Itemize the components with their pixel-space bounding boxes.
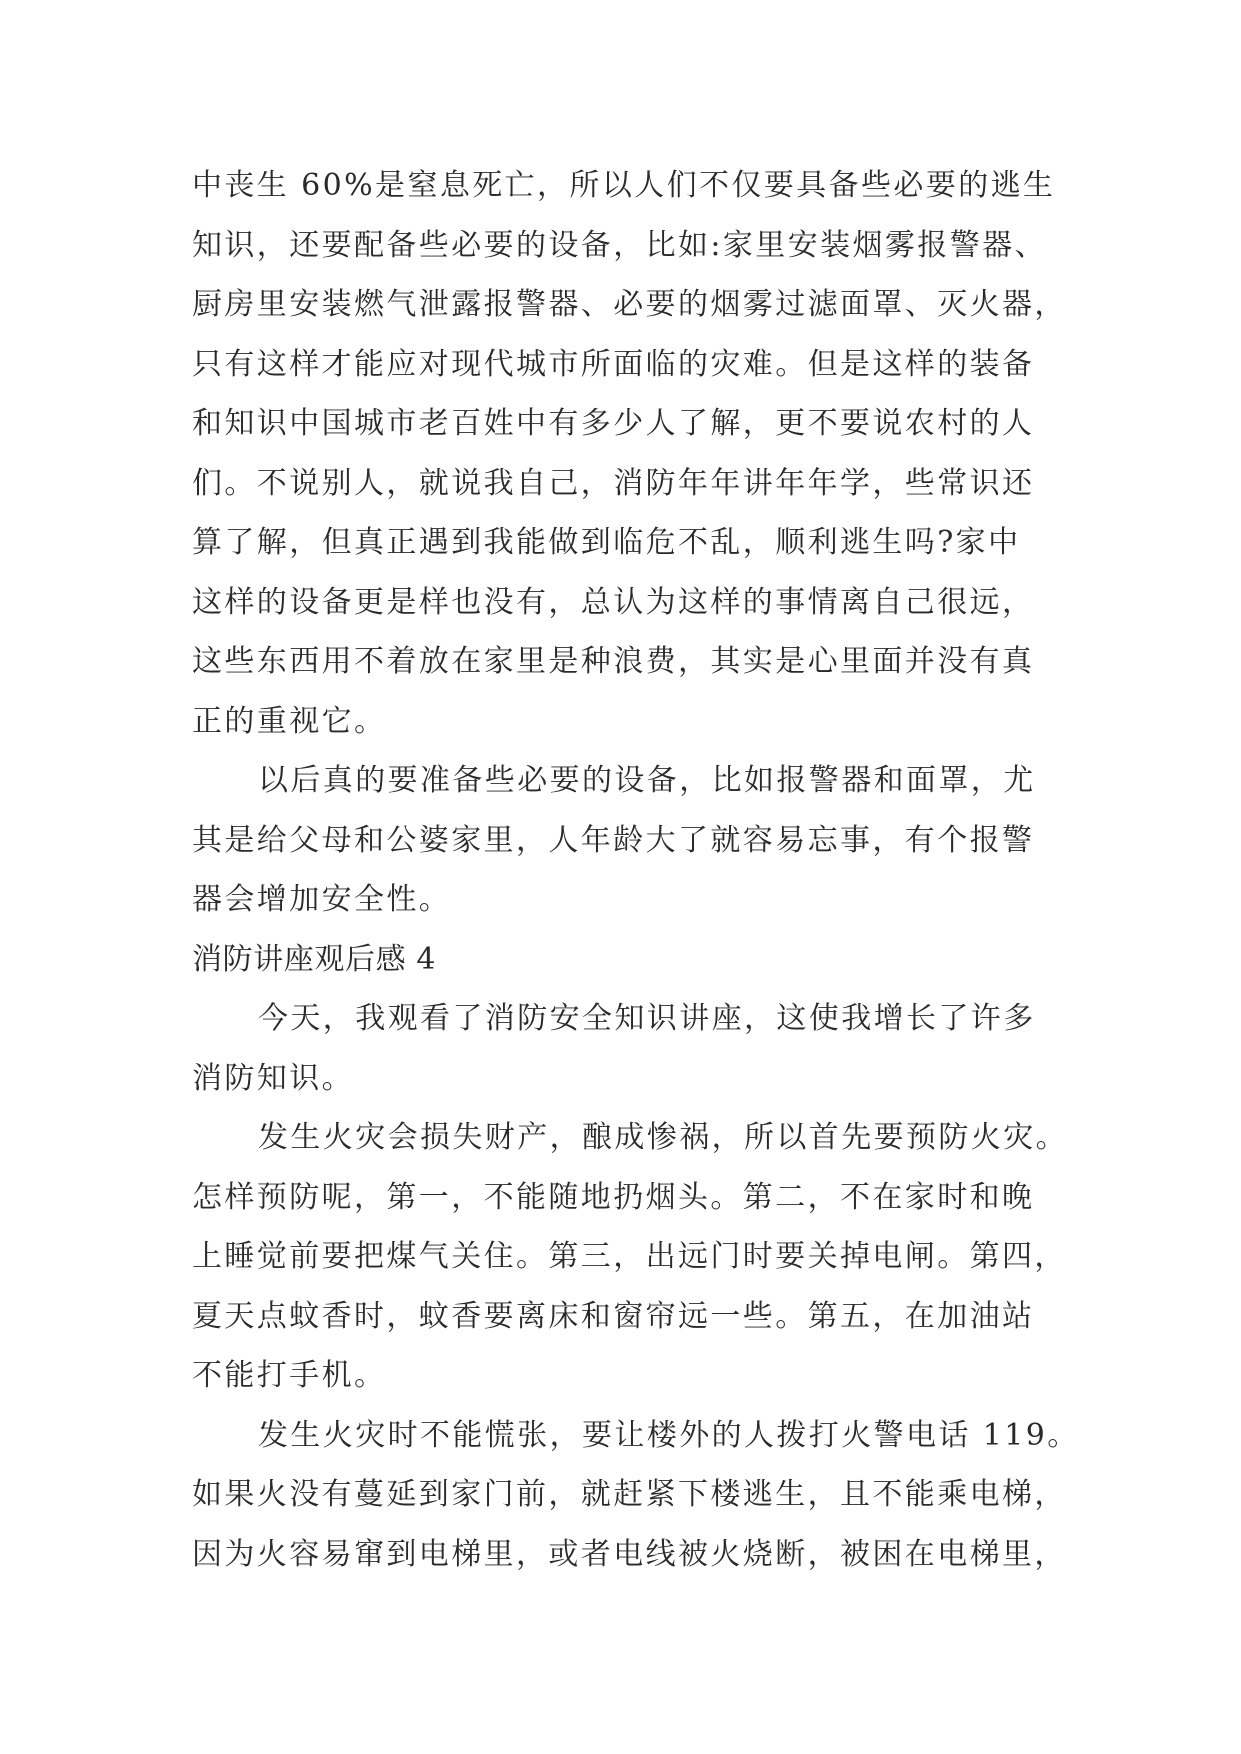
paragraph-first-line: 发生火灾会损失财产，酿成惨祸，所以首先要预防火灾。 — [258, 1120, 1068, 1155]
document-body — [192, 156, 1080, 1584]
paragraph-line: 因为火容易窜到电梯里，或者电线被火烧断，被困在电梯里， — [192, 1536, 1067, 1572]
paragraph-line: 夏天点蚊香时，蚊香要离床和窗帘远一些。第五，在加油站 — [192, 1298, 1035, 1334]
paragraph-line: 们。不说别人，就说我自己，消防年年讲年年学，些常识还 — [192, 465, 1035, 501]
paragraph-line: 厨房里安装燃气泄露报警器、必要的烟雾过滤面罩、灭火器， — [192, 287, 1067, 322]
paragraph-line: 这样的设备更是样也没有，总认为这样的事情离自己很远， — [192, 584, 1035, 620]
paragraph-first-line: 发生火灾时不能慌张，要让楼外的人拨打火警电话 119。 — [258, 1417, 1080, 1453]
paragraph-line: 怎样预防呢，第一，不能随地扔烟头。第二，不在家时和晚 — [192, 1179, 1035, 1215]
paragraph-line: 其是给父母和公婆家里，人年龄大了就容易忘事，有个报警 — [192, 822, 1035, 858]
section-heading: 消防讲座观后感 4 — [192, 941, 437, 977]
paragraph-first-line: 以后真的要准备些必要的设备，比如报警器和面罩，尤 — [258, 763, 1036, 798]
paragraph-line: 上睡觉前要把煤气关住。第三，出远门时要关掉电闸。第四， — [192, 1239, 1067, 1274]
paragraph-line: 只有这样才能应对现代城市所面临的灾难。但是这样的装备 — [192, 346, 1035, 382]
paragraph-line: 如果火没有蔓延到家门前，就赶紧下楼逃生，且不能乘电梯， — [192, 1477, 1067, 1512]
paragraph-line: 这些东西用不着放在家里是种浪费，其实是心里面并没有真 — [192, 644, 1035, 679]
paragraph-line: 消防知识。 — [192, 1060, 354, 1096]
paragraph-line: 算了解，但真正遇到我能做到临危不乱，顺利逃生吗?家中 — [192, 525, 1021, 560]
paragraph-line: 和知识中国城市老百姓中有多少人了解，更不要说农村的人 — [192, 406, 1035, 441]
paragraph-line: 正的重视它。 — [192, 703, 387, 739]
paragraph-line: 器会增加安全性。 — [192, 882, 452, 917]
paragraph-line: 不能打手机。 — [192, 1358, 387, 1393]
paragraph-line: 中丧生 60%是窒息死亡，所以人们不仅要具备些必要的逃生 — [192, 168, 1056, 203]
paragraph-first-line: 今天，我观看了消防安全知识讲座，这使我增长了许多 — [258, 1001, 1036, 1036]
paragraph-line: 知识，还要配备些必要的设备，比如:家里安装烟雾报警器、 — [192, 227, 1047, 263]
